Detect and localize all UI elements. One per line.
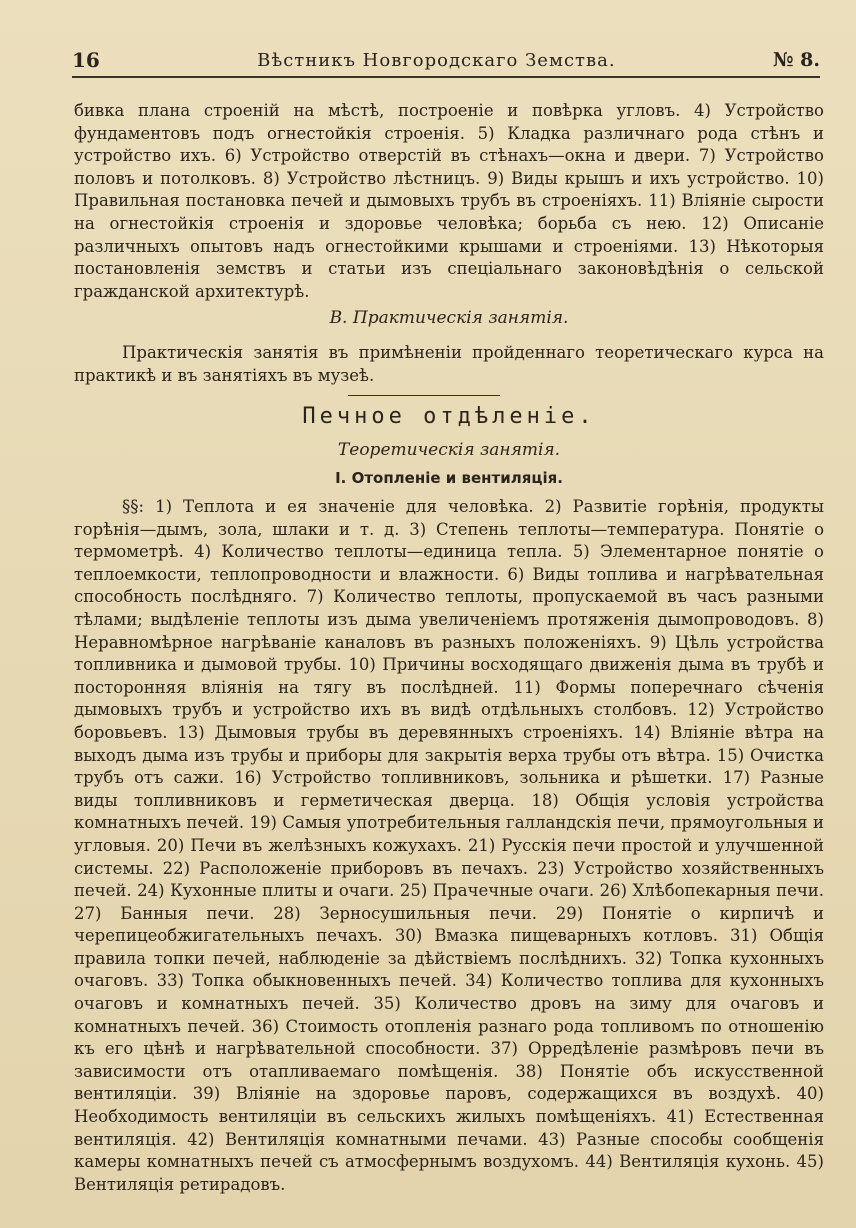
subsection-title: I. Отопленіе и вентиляція. (335, 469, 563, 487)
journal-title: Вѣстникъ Новгородскаго Земства. (257, 49, 616, 71)
practical-classes-paragraph: Практическія занятія въ примѣненіи пройденнаго теоретическаго курса на практикѣ и въ занятіяхъ въ музеѣ. (74, 343, 824, 385)
architecture-topics-paragraph: бивка плана строеній на мѣстѣ, построеніе и повѣрка угловъ. 4) Устройство фундаментовъ подъ огнестойкія строенія. 5) Кладка различнаго рода стѣнъ и устройство ихъ. 6) Устройство отверстій въ стѣнахъ—окна и двери. 7) Устройство половъ и потолковъ. 8) Устройство лѣстницъ. 9) Виды крышъ и ихъ устройство. 10) Правильная постановка печей и дымовыхъ трубъ въ строеніяхъ. 11) Вліяніе сырости на огнестойкія строенія и здоровье человѣка; борьба съ нею. 12) Описаніе различныхъ опытовъ надъ огнестойкими крышами и строеніями. 13) Нѣкоторыя постановленія земствъ и статьи изъ спеціальнаго законовѣдѣнія о сельской гражданской архитектурѣ. (74, 101, 824, 301)
practical-classes-heading: В. Практическія занятія. (329, 308, 569, 328)
page-number: 16 (72, 48, 100, 72)
issue-number: № 8. (772, 49, 820, 71)
heating-topics-paragraph: §§: 1) Теплота и ея значеніе для человѣка. 2) Развитіе горѣнія, продукты горѣнія—дымъ, зола, шлаки и т. д. 3) Степень теплоты—температура. Понятіе о термометрѣ. 4) Количество теплоты—единица тепла. 5) Элементарное понятіе о теплоемкости, теплопроводности и влажности. 6) Виды топлива и нагрѣвательная способность послѣдняго. 7) Количество теплоты, пропускаемой въ часъ разными тѣлами; выдѣленіе теплоты изъ дыма увеличеніемъ протяженія дымопроводовъ. 8) Неравномѣрное нагрѣваніе каналовъ въ разныхъ положеніяхъ. 9) Цѣль устройства топливника и дымовой трубы. 10) Причины восходящаго движенія дыма въ трубѣ и посторонняя вліянія на тягу въ послѣдней. 11) Формы поперечнаго сѣченія дымовыхъ трубъ и устройство ихъ въ видѣ отдѣльныхъ столбовъ. 12) Устройство боровьевъ. 13) Дымовыя трубы въ деревянныхъ строеніяхъ. 14) Вліяніе вѣтра на выходъ дыма изъ трубы и приборы для закрытія верха трубы отъ вѣтра. 15) Очистка трубъ отъ сажи. 16) Устройство топливниковъ, зольника и рѣшетки. 17) Разные виды топливниковъ и герметическая дверца. 18) Общія условія устройства комнатныхъ печей. 19) Самыя употребительныя галландскія печи, прямоугольныя и угловыя. 20) Печи въ желѣзныхъ кожухахъ. 21) Русскія печи простой и улучшенной системы. 22) Расположеніе приборовъ въ печахъ. 23) Устройство хозяйственныхъ печей. 24) Кухонные плиты и очаги. 25) Прачечные очаги. 26) Хлѣбопекарныя печи. 27) Банныя печи. 28) Зерносушильныя печи. 29) Понятіе о кирпичѣ и черепицеобжигательныхъ печахъ. 30) Вмазка пищеварныхъ котловъ. 31) Общія правила топки печей, наблюденіе за дѣйствіемъ послѣднихъ. 32) Топка кухонныхъ очаговъ. 33) Топка обыкновенныхъ печей. 34) Количество топлива для кухонныхъ очаговъ и комнатныхъ печей. 35) Количество дровъ на зиму для очаговъ и комнатныхъ печей. 36) Стоимость отопленія разнаго рода топливомъ по отношенію къ его цѣнѣ и нагрѣвательной способности. 37) Opредѣленіе размѣровъ печи въ зависимости отъ отапливаемаго помѣщенія. 38) Понятіе объ искусственной вентиляціи. 39) Вліяніе на здоровье паровъ, содержащихся въ воздухѣ. 40) Необходимость вентиляціи въ сельскихъ жилыхъ помѣщеніяхъ. 41) Естественная вентиляція. 42) Вентиляція комнатными печами. 43) Разные способы сообщенія камеры комнатныхъ печей съ атмосфернымъ воздухомъ. 44) Вентиляція кухонь. 45) Вентиляція ретирадовъ. (74, 497, 824, 1194)
section-title: Печное отдѣленіе. (302, 404, 596, 429)
theory-subtitle: Теоретическія занятія. (337, 440, 561, 460)
running-head (72, 44, 820, 78)
section-divider (348, 395, 500, 396)
